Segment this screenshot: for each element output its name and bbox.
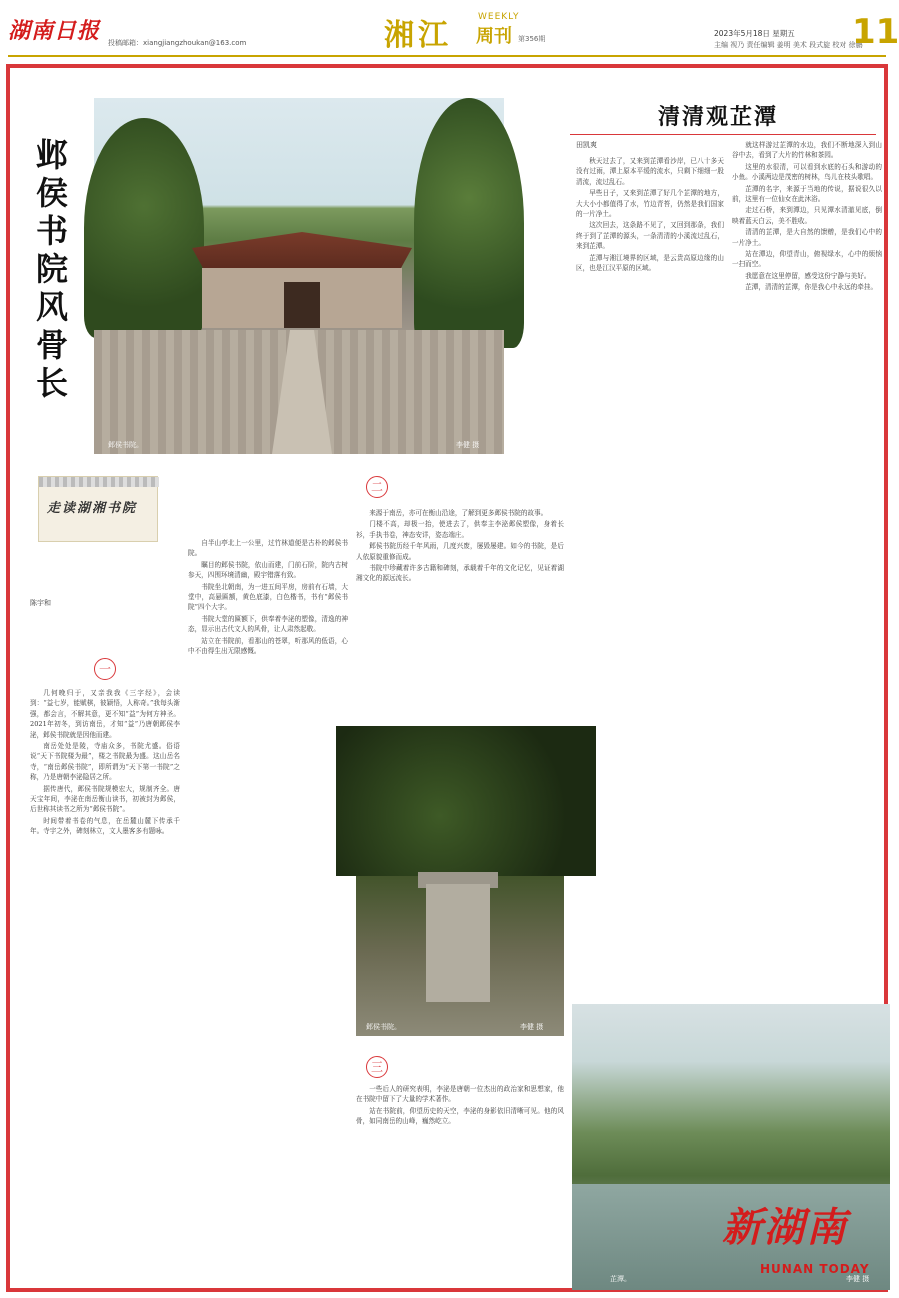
paragraph: 一些后人的研究表明，李泌是唐朝一位杰出的政治家和思想家，他在书院中留下了大量的学术著作。 xyxy=(356,1085,564,1104)
right-author: 田凯爽 xyxy=(576,141,597,149)
paragraph: 就这样游过芷潭的水边，我们不断地深入到山谷中去，看到了大片的竹林和茶园。 xyxy=(732,141,882,160)
mid-photo-caption: 邺侯书院。 xyxy=(366,1023,401,1031)
paragraph: 走过石桥，来到潭边，只见潭水清澈见底，倒映着蓝天白云，美不胜收。 xyxy=(732,206,882,225)
lead-photo xyxy=(94,98,504,454)
paragraph: 芷潭的名字，来源于当地的传说，据说很久以前，这里有一位仙女在此沐浴。 xyxy=(732,184,882,204)
paragraph: 据传唐代，邺侯书院规模宏大，规制齐全。唐天宝年间，李泌在南岳衡山读书，初被封为邺侯，后世称其读书之所为“邺侯书院”。 xyxy=(30,784,180,814)
left-author: 陈宇和 xyxy=(30,599,51,607)
left-col-3 xyxy=(356,508,564,748)
paragraph: 自半山亭北上一公里，过竹林道便是古朴的邺侯书院。 xyxy=(188,539,348,558)
weekly-label: WEEKLY xyxy=(478,12,520,22)
column-name: 走读湖湘书院 xyxy=(47,501,138,516)
zhoukan-label: 周刊 xyxy=(476,26,512,47)
right-title-rule xyxy=(570,134,876,135)
lead-photo-credit: 李健 摄 xyxy=(456,441,480,449)
paragraph: 我愿意在这里停留，感受这份宁静与美好。 xyxy=(745,271,871,280)
column-badge xyxy=(38,476,158,542)
left-col-1 xyxy=(30,688,180,1284)
issue-number: 第356期 xyxy=(518,35,546,43)
paragraph: 邺侯书院历经千年风雨，几度兴废，屡毁屡建。如今的书院，是后人依原貌重修而成。 xyxy=(356,542,564,561)
masthead-rule xyxy=(8,55,886,57)
section-number-2: 二 xyxy=(366,476,388,498)
photo-roof xyxy=(192,232,412,272)
river-photo-credit: 李健 摄 xyxy=(846,1275,870,1283)
paragraph: 书院大堂的匾额下，供奉着李泌的塑像，清逸的神态，显示出古代文人的风骨，让人肃然起敬。 xyxy=(188,614,348,634)
newspaper-logo: 湖南日报 xyxy=(8,18,101,44)
paragraph: 几何晚归于，又亲我我《三字经》，会读到：“益七岁，能赋棋，彼颖悟，人称奇。”我每头渐强，都会言，不解其意，更不知“益”为何方神圣。2021年初冬，到访南岳，才知“益”乃唐朝邺侯李泌，邺侯书院就是因他而建。 xyxy=(30,689,180,739)
paragraph: 瞩目的邺侯书院，依山而建，门前石阶，院内古树参天，四围环境清幽，殿宇错落有致。 xyxy=(188,560,348,580)
river-photo xyxy=(572,1004,890,1290)
left-col-2 xyxy=(188,538,348,1284)
paragraph: 门楼不高，却极一抬，使进去了，供奉主李泌邺侯塑像，身着长衫，手执书卷，神态安详，姿态端庄。 xyxy=(356,520,564,539)
paragraph: 早些日子，又来到芷潭了好几个芷潭的地方，大大小小都值得了水，竹边青苔，仍然是我们国家的一片净土。 xyxy=(576,189,724,219)
photo-tree-left xyxy=(84,118,204,338)
right-article-title: 清清观芷潭 xyxy=(658,104,779,130)
paragraph: 站立在书院前，看那山的苍翠，听那风的低语，心中不由得生出无限感慨。 xyxy=(188,636,348,656)
mid-photo xyxy=(356,756,564,1036)
paragraph: 时间带着书卷的气息，在岳麓山麓下传承千年。寺宇之外，碑刻林立，文人墨客多有题咏。 xyxy=(30,816,180,836)
stamp-logo: 新湖南 xyxy=(722,1204,848,1251)
paragraph: 南岳处处是陵，寺庙众多，书院尤盛。俗语说“天下书院楼为最”，楼之书院最为盛。这山岳名寺，“南岳邺侯书院”，即所谓为“天下第一书院”之称，乃是唐朝李泌隐居之所。 xyxy=(30,742,180,782)
badge-bar xyxy=(39,477,159,487)
paragraph: 来源于南岳，亦可在衡山沿途，了解到更多邺侯书院的故事。 xyxy=(369,509,548,517)
page-number: 11 xyxy=(852,12,899,52)
paragraph: 秋天过去了，又来到芷潭看沙岸，已八十多天没有过雨，潭上原本平缓的流水，只剩下细细一股清流，流过乱石。 xyxy=(576,157,724,186)
paragraph: 站在潭边，仰望青山，俯视绿水，心中的烦恼一扫而空。 xyxy=(732,250,882,269)
paragraph: 书院坐北朝南，为一进五间平房，房前有石墙，大堂中，高悬匾额，黄色底漆，白色楷书，书有“邺侯书院”四个大字。 xyxy=(188,582,348,612)
section-title: 湘江 xyxy=(384,18,452,53)
issue-date: 2023年5月18日 星期五 xyxy=(714,29,795,38)
left-col-4 xyxy=(356,1084,564,1284)
paragraph: 芷潭与湘江境界的区域，是云贵高原边缘的山区，也是江汉平原的区域。 xyxy=(576,253,724,273)
river-photo-caption: 芷潭。 xyxy=(610,1275,631,1283)
photo-door xyxy=(284,282,320,328)
paragraph: 这里的水很清，可以看到水底的石头和游动的小鱼。小溪两边是茂密的树林，鸟儿在枝头歌唱。 xyxy=(732,162,882,182)
photo-stele xyxy=(426,884,490,1002)
right-col-2 xyxy=(732,140,882,996)
paragraph: 清清的芷潭，是大自然的馈赠，是我们心中的一片净土。 xyxy=(732,228,882,247)
section-number-1: 一 xyxy=(94,658,116,680)
lead-photo-caption: 邺侯书院。 xyxy=(108,441,143,449)
stamp-logo-en: HUNAN TODAY xyxy=(760,1262,870,1276)
page-frame xyxy=(6,64,888,1292)
paragraph: 这次回去，这条路不见了，又回到那条，我们终于到了芷潭的源头，一条清清的小溪流过乱石，来到芷潭。 xyxy=(576,221,724,251)
contact-email: 投稿邮箱：xiangjiangzhoukan@163.com xyxy=(108,39,247,47)
masthead xyxy=(0,0,899,58)
paragraph: 站在书院前，仰望历史的天空，李泌的身影依旧清晰可见。他的风骨，如同南岳的山峰，巍然屹立。 xyxy=(356,1106,564,1126)
paragraph: 芷潭，清清的芷潭，你是我心中永远的牵挂。 xyxy=(745,283,878,292)
editor-credits: 主编 视乃 责任编辑 姜明 美术 段式旋 校对 徐鹏 xyxy=(714,41,863,49)
paragraph: 书院中珍藏着许多古籍和碑刻，承载着千年的文化记忆，见证着湖湘文化的源远流长。 xyxy=(356,564,564,583)
right-col-1 xyxy=(576,156,724,996)
photo-tree-right xyxy=(414,98,524,348)
left-article-title: 邺侯书院风骨长 xyxy=(31,138,69,404)
section-number-3: 三 xyxy=(366,1056,388,1078)
mid-photo-credit: 李健 摄 xyxy=(520,1023,544,1031)
photo-canopy xyxy=(336,726,596,876)
